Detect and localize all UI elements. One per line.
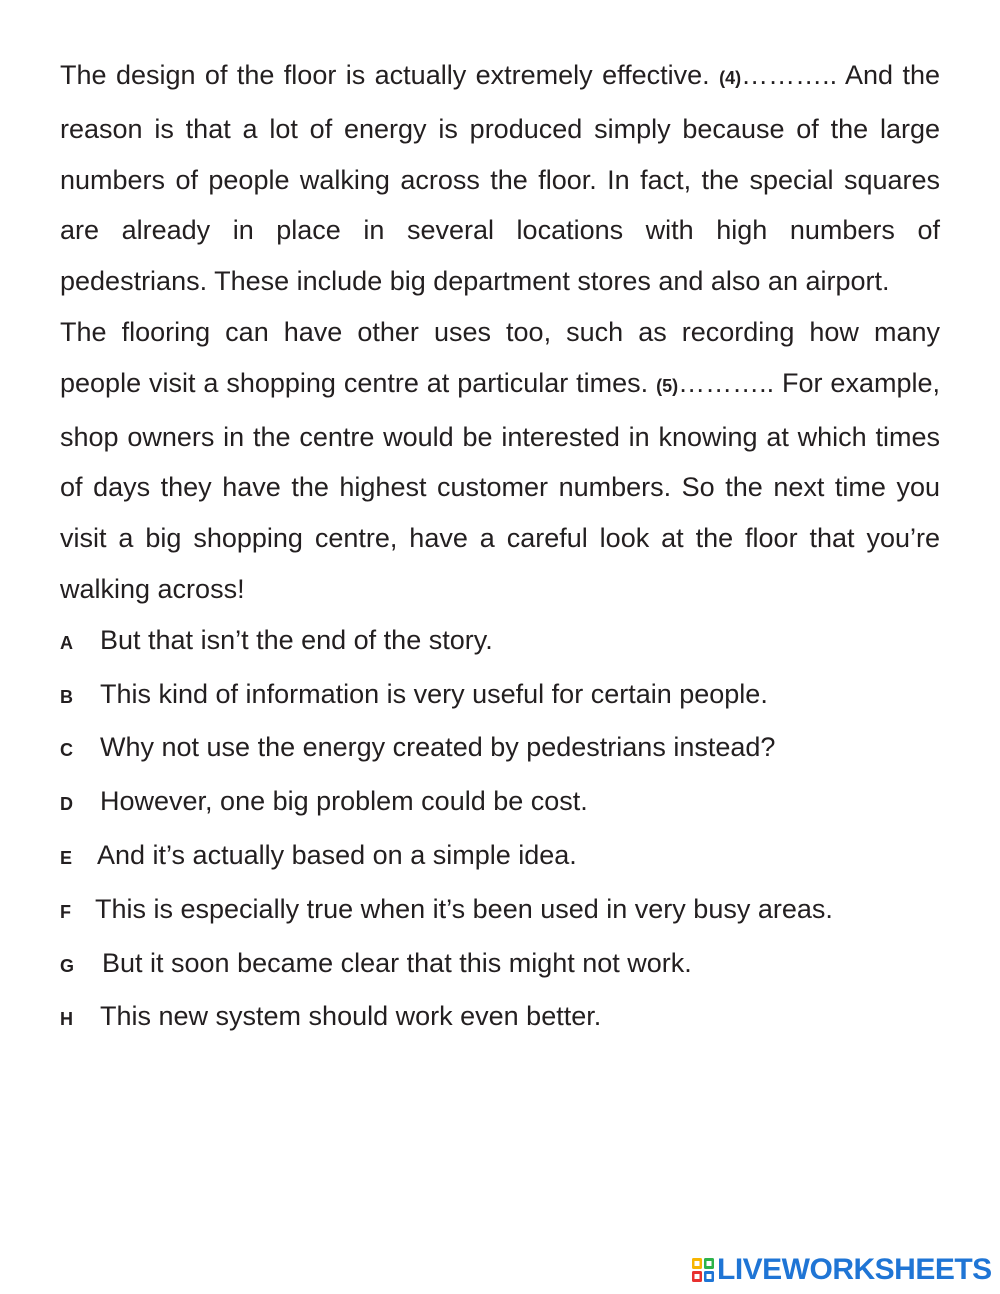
option-h	[60, 991, 940, 1045]
blank-number-5: (5)	[656, 375, 679, 396]
option-c	[60, 722, 940, 776]
paragraph-2-text-before: The flooring can have other uses too, such as recording how many people visit a shopping centre at particular times.	[60, 316, 940, 398]
option-text: But it soon became clear that this might not work.	[102, 947, 692, 978]
option-letter: H	[60, 1009, 73, 1030]
option-letter: D	[60, 794, 73, 815]
worksheet-content	[60, 50, 940, 1045]
option-letter: G	[60, 955, 75, 976]
blank-5[interactable]: ………..	[678, 367, 783, 398]
option-text: But that isn’t the end of the story.	[100, 624, 493, 655]
option-text: And it’s actually based on a simple idea.	[97, 839, 577, 870]
option-d	[60, 776, 940, 830]
option-g	[60, 938, 940, 992]
option-b	[60, 669, 940, 723]
option-f	[60, 884, 940, 938]
paragraph-1-text-after: And the reason is that a lot of energy is produced simply because of the large numbers of people walking across the floor. In fact, the special squares are already in place in several locations with high numbers of pedestrians. These include big department stores and also an airport.	[60, 60, 941, 297]
option-text: However, one big problem could be cost.	[100, 786, 588, 817]
liveworksheets-logo-icon	[692, 1258, 714, 1282]
logo-text: LIVEWORKSHEETS	[717, 1253, 992, 1286]
option-letter: B	[60, 686, 73, 707]
blank-number-4: (4)	[719, 68, 742, 88]
paragraph-2-text-after: For example, shop owners in the centre would be interested in knowing at which times of days they have the highest customer numbers. So the next time you visit a big shopping centre, have a careful look at the floor that you’re walking across!	[60, 367, 940, 604]
option-letter: E	[60, 847, 73, 868]
option-a	[60, 615, 940, 669]
option-letter: F	[60, 901, 71, 922]
liveworksheets-logo	[692, 1254, 992, 1286]
option-text: Why not use the energy created by pedestrians instead?	[100, 732, 776, 763]
option-letter: C	[60, 740, 73, 761]
answer-options-list	[60, 615, 940, 1045]
option-text: This is especially true when it’s been used in very busy areas.	[95, 893, 833, 924]
blank-4[interactable]: ………..	[741, 60, 846, 90]
paragraph-2	[60, 307, 940, 615]
option-text: This new system should work even better.	[100, 1001, 602, 1032]
paragraph-1-text-before: The design of the floor is actually extremely effective.	[60, 60, 720, 90]
option-letter: A	[60, 632, 73, 653]
option-e	[60, 830, 940, 884]
paragraph-1	[60, 50, 940, 307]
option-text: This kind of information is very useful for certain people.	[100, 678, 768, 709]
